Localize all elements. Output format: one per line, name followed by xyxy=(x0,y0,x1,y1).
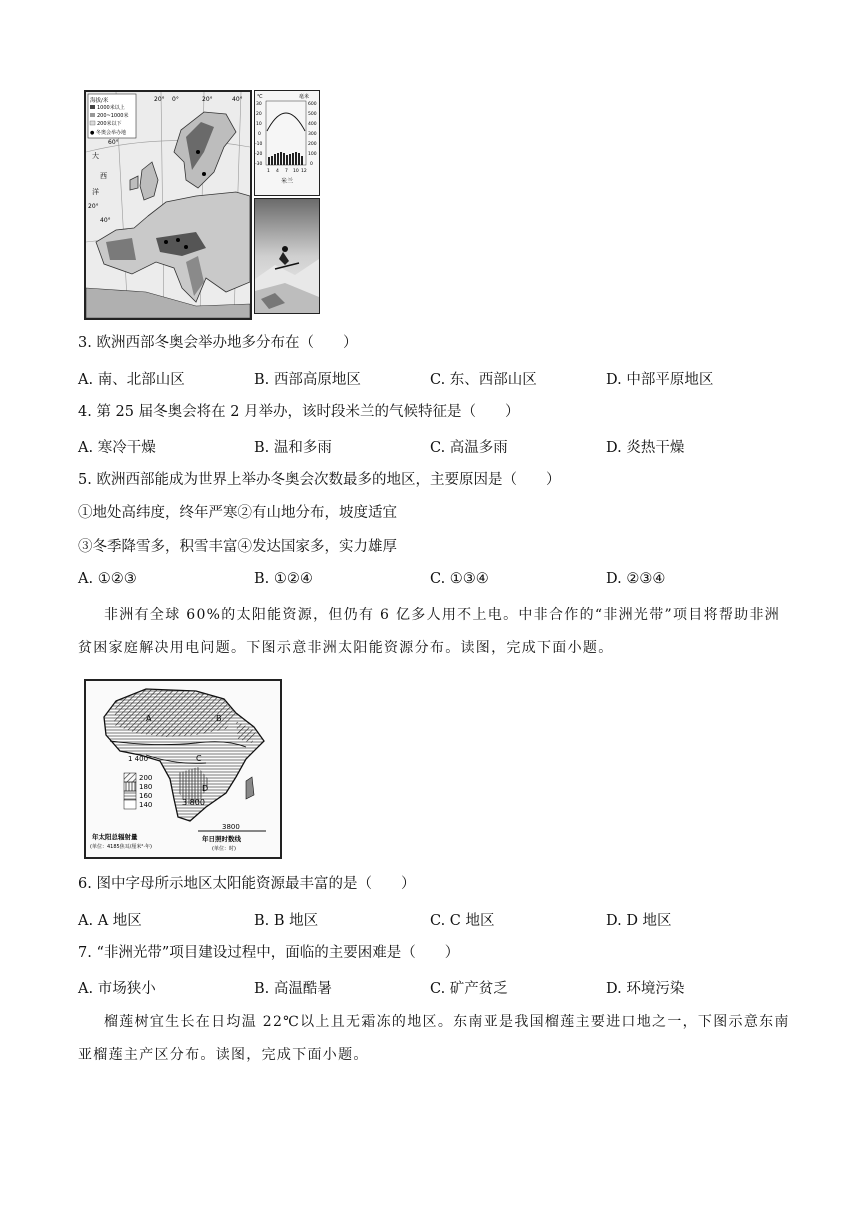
q3-option-b[interactable]: B. 西部高原地区 xyxy=(254,372,361,388)
precip-tick: 300 xyxy=(308,132,317,137)
map-label-lon-20w: 20° xyxy=(154,96,165,103)
q5-option-c[interactable]: C. ①③④ xyxy=(430,571,489,587)
legend-value-140: 140 xyxy=(139,801,153,809)
precip-tick: 400 xyxy=(308,122,317,127)
climate-city-label: 米兰 xyxy=(281,178,294,185)
durian-intro-line-2: 亚榴莲主产区分布。读图，完成下面小题。 xyxy=(78,1047,369,1063)
temp-tick: 30 xyxy=(256,102,262,107)
q7-option-c[interactable]: C. 矿产贫乏 xyxy=(430,981,508,997)
q4-option-b[interactable]: B. 温和多雨 xyxy=(254,440,332,456)
legend-olympic: ● 冬奥会举办地 xyxy=(90,130,126,136)
q5-option-a[interactable]: A. ①②③ xyxy=(78,571,137,587)
map-label-lon-0: 0° xyxy=(172,96,179,103)
temp-tick: 10 xyxy=(256,122,262,127)
temp-tick: -10 xyxy=(255,142,263,147)
skier-image xyxy=(255,199,319,313)
precip-tick: 0 xyxy=(310,162,313,167)
question-6-stem: 6. 图中字母所示地区太阳能资源最丰富的是（ ） xyxy=(78,876,416,892)
sunshine-line-caption: 年日照时数线 xyxy=(202,835,241,843)
legend-value-200: 200 xyxy=(139,774,153,782)
q5-option-b[interactable]: B. ①②④ xyxy=(254,571,313,587)
map-label-lat-60: 60° xyxy=(108,139,119,146)
question-3-stem: 3. 欧洲西部冬奥会举办地多分布在（ ） xyxy=(78,335,358,351)
point-label-b: B xyxy=(216,714,222,723)
month-tick: 12 xyxy=(301,169,307,174)
map-label-lat-40: 40° xyxy=(100,217,111,224)
africa-intro-line-2: 贫困家庭解决用电问题。下图示意非洲太阳能资源分布。读图，完成下面小题。 xyxy=(78,640,614,656)
q6-option-b[interactable]: B. B 地区 xyxy=(254,913,319,929)
month-tick: 10 xyxy=(293,169,299,174)
q4-option-a[interactable]: A. 寒冷干燥 xyxy=(78,440,156,456)
map-label-lon-20e: 20° xyxy=(202,96,213,103)
temp-tick: -30 xyxy=(255,162,263,167)
q4-option-d[interactable]: D. 炎热干燥 xyxy=(606,440,685,456)
temp-unit: ℃ xyxy=(257,94,263,100)
point-label-d: D xyxy=(202,784,209,793)
q5-option-d[interactable]: D. ②③④ xyxy=(606,571,666,587)
map-label-xi: 西 xyxy=(100,172,107,180)
q7-option-a[interactable]: A. 市场狭小 xyxy=(78,981,156,997)
q3-option-c[interactable]: C. 东、西部山区 xyxy=(430,372,537,388)
q5-statement-1: ①地处高纬度，终年严寒②有山地分布，坡度适宜 xyxy=(78,505,397,521)
contour-label-1400: 1 400 xyxy=(128,755,149,763)
q3-option-a[interactable]: A. 南、北部山区 xyxy=(78,372,185,388)
legend-value-180: 180 xyxy=(139,783,153,791)
radiation-legend-unit: (单位：4185焦耳/厘米²·年) xyxy=(90,844,152,850)
map-label-da: 大 xyxy=(92,152,99,160)
q6-option-c[interactable]: C. C 地区 xyxy=(430,913,495,929)
temp-tick: 0 xyxy=(258,132,261,137)
question-7-stem: 7. “非洲光带”项目建设过程中，面临的主要困难是（ ） xyxy=(78,945,460,961)
precip-tick: 500 xyxy=(308,112,317,117)
europe-map-figure xyxy=(84,90,252,320)
precip-tick: 600 xyxy=(308,102,317,107)
radiation-legend-caption: 年太阳总辐射量 xyxy=(92,833,138,841)
legend-value-160: 160 xyxy=(139,792,153,800)
precip-unit: 毫米 xyxy=(299,94,310,100)
legend-mid: 200~1000米 xyxy=(97,113,129,119)
point-label-a: A xyxy=(146,714,152,723)
ski-photo xyxy=(254,198,320,314)
africa-solar-map xyxy=(86,681,280,857)
q5-statement-2: ③冬季降雪多，积雪丰富④发达国家多，实力雄厚 xyxy=(78,539,397,555)
contour-label-3800: 3 800 xyxy=(182,798,205,807)
legend-low: 200米以下 xyxy=(97,121,122,127)
q6-option-a[interactable]: A. A 地区 xyxy=(78,913,142,929)
sunshine-line-sample: 3800 xyxy=(222,823,240,831)
q7-option-d[interactable]: D. 环境污染 xyxy=(606,981,685,997)
question-4-stem: 4. 第 25 届冬奥会将在 2 月举办，该时段米兰的气候特征是（ ） xyxy=(78,404,520,420)
sunshine-line-unit: (单位：时) xyxy=(212,846,236,852)
europe-map xyxy=(86,92,250,318)
precip-tick: 100 xyxy=(308,152,317,157)
month-tick: 4 xyxy=(276,169,279,174)
map-label-lon-40e: 40° xyxy=(232,96,243,103)
month-tick: 1 xyxy=(267,169,270,174)
africa-solar-figure xyxy=(84,679,282,859)
africa-intro-line-1: 非洲有全球 60%的太阳能资源，但仍有 6 亿多人用不上电。中非合作的“非洲光带”项目将帮助非洲 xyxy=(104,607,781,623)
q7-option-b[interactable]: B. 高温酷暑 xyxy=(254,981,332,997)
q4-option-c[interactable]: C. 高温多雨 xyxy=(430,440,508,456)
month-tick: 7 xyxy=(285,169,288,174)
q3-option-d[interactable]: D. 中部平原地区 xyxy=(606,372,714,388)
precip-tick: 200 xyxy=(308,142,317,147)
temp-tick: -20 xyxy=(255,152,263,157)
map-label-lon-20-left: 20° xyxy=(88,203,99,210)
legend-title: 海拔/米 xyxy=(90,98,109,104)
question-5-stem: 5. 欧洲西部能成为世界上举办冬奥会次数最多的地区，主要原因是（ ） xyxy=(78,472,561,488)
point-label-c: C xyxy=(196,754,202,763)
milan-climate-figure xyxy=(254,90,320,196)
legend-high: 1000米以上 xyxy=(97,105,125,111)
map-label-yang: 洋 xyxy=(92,188,99,196)
q6-option-d[interactable]: D. D 地区 xyxy=(606,913,672,929)
milan-climate-chart xyxy=(255,91,319,195)
radiation-legend xyxy=(124,773,152,809)
temp-tick: 20 xyxy=(256,112,262,117)
durian-intro-line-1: 榴莲树宜生长在日均温 22℃以上且无霜冻的地区。东南亚是我国榴莲主要进口地之一，下图示意东南 xyxy=(104,1014,790,1030)
